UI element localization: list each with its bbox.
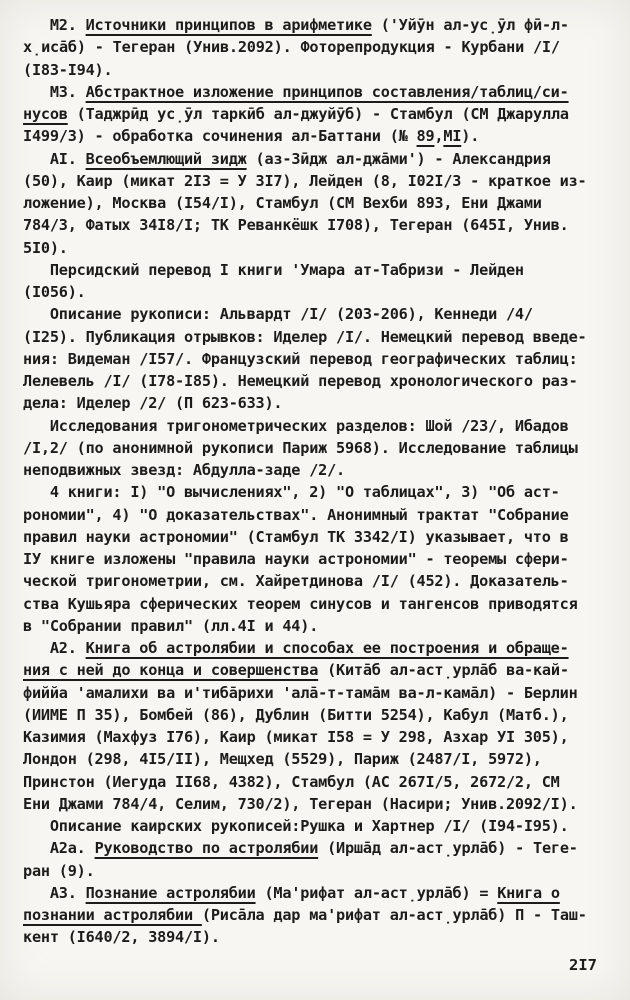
text-line — [23, 237, 607, 259]
text-line — [23, 659, 607, 681]
text-run: Ени Джами 784/4, Селим, 730/2), Тегеран (Насири; Унив.2092/I). — [23, 794, 578, 813]
text-line — [23, 192, 607, 214]
underlined-text: ния с ней до конца и совершенства — [23, 661, 319, 680]
text-line — [23, 837, 607, 859]
text-line — [23, 481, 607, 503]
text-line — [23, 793, 607, 815]
underlined-text: Книга об астролябии и способах ее построения и обраще- — [85, 639, 569, 657]
text-line — [23, 926, 607, 948]
paragraph — [23, 81, 607, 148]
text-line — [23, 36, 607, 58]
text-run: (Ма'рифат ал-аст̣урла̄б) = — [255, 883, 498, 902]
text-run: Лелевель /I/ (I78-I85). Немецкий перевод хронологического раз- — [23, 372, 578, 390]
text-line — [23, 615, 607, 637]
text-run: Персидский перевод I книги 'Умара ат-Табризи - Лейден — [23, 260, 524, 279]
text-line — [23, 637, 607, 659]
text-run: Описание рукописи: Альвардт /I/ (203-206), Кеннеди /4/ — [23, 305, 533, 324]
text-line — [23, 904, 607, 926]
text-run: (Таджрӣд ус̣ӯл таркӣб ал-джуйӯб) - Стамбул (СМ Джарулла — [67, 105, 569, 123]
text-run: неподвижных звезд: Абдулла-заде /2/. — [23, 461, 345, 479]
text-line — [23, 214, 607, 236]
text-run: М3. — [23, 82, 86, 101]
text-run: (Риса̄ла дар ма'рифат ал-аст̣урла̄б) П - Таш- — [201, 906, 587, 924]
paragraph — [23, 837, 607, 882]
text-run: правил науки астрономии" (Стамбул ТК 3342/I) указывает, что в — [23, 527, 569, 546]
text-run: АI. — [23, 149, 86, 168]
text-run: ). — [461, 127, 480, 146]
text-line — [23, 570, 607, 592]
text-run: в "Собрании правил" (лл.4I и 44). — [23, 616, 319, 635]
text-run: (Кита̄б ал-аст̣урла̄б ва-кай- — [318, 661, 569, 680]
text-run: А2а. — [23, 839, 95, 858]
text-run: (аз-Зӣдж ал-джа̄ми') - Александрия — [246, 149, 551, 168]
text-run: фиййа 'амалихи ва и'тиба̄рихи 'ала̄-т-тама̄м ва-л-кама̄л) - Берлин — [23, 683, 578, 702]
text-run: Исследования тригонометрических разделов: Шой /23/, Ибадов — [23, 416, 569, 435]
text-run: А2. — [23, 639, 86, 657]
text-line — [23, 370, 607, 392]
paragraph — [23, 148, 607, 259]
text-line — [23, 125, 607, 147]
text-run: М2. — [23, 16, 86, 34]
text-run: 5I0). — [23, 238, 68, 257]
text-run: 784/3, Фатых 34I8/I; ТК Реванкёшк I708), Тегеран (645I, Унив. — [23, 216, 569, 235]
text-line — [23, 748, 607, 770]
text-line — [23, 526, 607, 548]
text-run: ства Кушьяра сферических теорем синусов и тангенсов приводятся — [23, 594, 578, 613]
text-run: кент (I640/2, 3894/I). — [23, 928, 220, 947]
paragraph — [23, 14, 607, 81]
text-run: (ИИМЕ П 35), Бомбей (86), Дублин (Битти 5254), Кабул (Матб.), — [23, 705, 569, 724]
underlined-text: Всеобъемлющий зидж — [85, 149, 247, 168]
text-run: А3. — [23, 883, 86, 902]
text-line — [23, 459, 607, 481]
text-line — [23, 14, 607, 36]
text-run: ния: Видеман /I57/. Французский перевод географических таблиц: — [23, 349, 578, 368]
text-line — [23, 348, 607, 370]
text-run: дела: Иделер /2/ (П 623-633). — [23, 394, 283, 413]
underlined-text: Познание астролябии — [85, 883, 256, 902]
paragraph — [23, 415, 607, 482]
text-line — [23, 81, 607, 103]
text-run: ческой тригонометрии, см. Хайретдинова /I/ (452). Доказатель- — [23, 572, 569, 591]
paragraph — [23, 481, 607, 637]
underlined-text: познании астролябии — [23, 906, 202, 924]
text-line — [23, 415, 607, 437]
text-line — [23, 259, 607, 281]
text-line — [23, 771, 607, 793]
text-line — [23, 59, 607, 81]
text-run: Казимия (Махфуз I76), Каир (микат I58 = У 298, Азхар УI 305), — [23, 728, 569, 746]
text-line — [23, 504, 607, 526]
text-run: Описание каирских рукописей:Рушка и Хартнер /I/ (I94-I95). — [23, 817, 569, 835]
text-run: 4 книги: I) "О вычислениях", 2) "О таблицах", 3) "Об аст- — [23, 483, 560, 502]
text-block — [23, 14, 607, 949]
text-run: /I,2/ (по анонимной рукописи Париж 5968). Исследование таблицы — [23, 438, 578, 457]
text-run: рономии", 4) "О доказательствах". Анонимный трактат "Собрание — [23, 505, 569, 524]
text-line — [23, 726, 607, 748]
underlined-text: Источники принципов в арифметике — [85, 16, 372, 34]
text-run: ('Уйӯн ал-ус̣ӯл фӣ-л- — [371, 16, 569, 34]
text-line — [23, 392, 607, 414]
text-line — [23, 437, 607, 459]
text-line — [23, 882, 607, 904]
text-line — [23, 704, 607, 726]
text-run: Принстон (Иегуда II68, 4382), Стамбул (АС 267I/5, 2672/2, СМ — [23, 772, 560, 791]
underlined-text: Руководство по астролябии — [94, 839, 319, 858]
text-line — [23, 548, 607, 570]
page-number: 2I7 — [569, 956, 597, 974]
text-line — [23, 860, 607, 882]
underlined-text: Книга о — [497, 883, 560, 902]
paragraph — [23, 882, 607, 949]
text-line — [23, 593, 607, 615]
text-run: (I83-I94). — [23, 60, 113, 79]
text-run: (I25). Публикация отрывков: Иделер /I/. Немецкий перевод введе- — [23, 327, 587, 346]
underlined-text: 89 — [416, 127, 435, 146]
paragraph — [23, 815, 607, 837]
text-line — [23, 682, 607, 704]
text-line — [23, 148, 607, 170]
text-line — [23, 303, 607, 325]
text-run: х̣иса̄б) - Тегеран (Унив.2092). Фоторепродукция - Курбани /I/ — [23, 38, 560, 57]
text-line — [23, 103, 607, 125]
text-run: (50), Каир (микат 2I3 = У 3I7), Лейден (8, I02I/3 - краткое из- — [23, 171, 587, 190]
text-run: , — [434, 127, 444, 146]
text-run: I499/3) - обработка сочинения ал-Баттани (№ — [23, 127, 417, 146]
text-run: IУ книге изложены "правила науки астрономии" - теоремы сфери- — [23, 550, 569, 568]
text-line — [23, 170, 607, 192]
underlined-text: МI — [443, 127, 462, 146]
text-run: Лондон (298, 4I5/II), Мещхед (5529), Париж (2487/I, 5972), — [23, 750, 542, 769]
text-run: (Ирша̄д ал-аст̣урла̄б) - Теге- — [318, 839, 578, 858]
underlined-text: Абстрактное изложение принципов составления/таблиц/си- — [85, 82, 569, 101]
paragraph — [23, 637, 607, 815]
text-line — [23, 281, 607, 303]
text-run: (I056). — [23, 283, 86, 301]
text-line — [23, 815, 607, 837]
text-run: ран (9). — [23, 861, 95, 880]
text-line — [23, 326, 607, 348]
paragraph — [23, 259, 607, 304]
paragraph — [23, 303, 607, 414]
text-run: ложение), Москва (I54/I), Стамбул (СМ Вехби 893, Ени Джами — [23, 194, 542, 212]
underlined-text: нусов — [23, 105, 68, 123]
